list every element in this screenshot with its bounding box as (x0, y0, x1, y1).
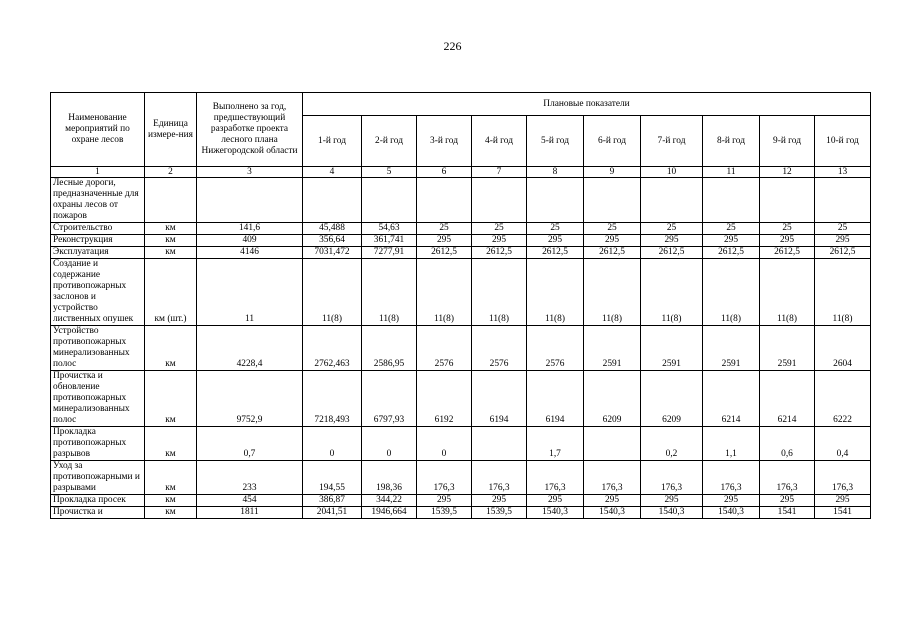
row-year-value: 198,36 (362, 461, 417, 495)
row-year-value: 1539,5 (472, 507, 527, 519)
row-year-value: 295 (703, 235, 760, 247)
table-row (51, 495, 871, 507)
row-year-value: 6209 (584, 371, 641, 427)
column-number: 6 (417, 167, 472, 178)
header-year-6: 6-й год (584, 116, 641, 167)
row-year-value: 2591 (641, 326, 703, 371)
column-number-row (51, 167, 871, 178)
row-unit: км (145, 427, 197, 461)
row-year-value: 295 (641, 235, 703, 247)
row-done-value: 233 (197, 461, 303, 495)
row-unit: км (шт.) (145, 259, 197, 326)
row-unit: км (145, 247, 197, 259)
row-year-value: 1540,3 (641, 507, 703, 519)
row-year-value: 295 (760, 235, 815, 247)
row-year-value: 176,3 (703, 461, 760, 495)
row-year-value: 6797,93 (362, 371, 417, 427)
row-year-value: 1540,3 (584, 507, 641, 519)
table-row (51, 178, 871, 223)
row-year-value: 2612,5 (703, 247, 760, 259)
header-year-3: 3-й год (417, 116, 472, 167)
row-year-value: 2604 (815, 326, 871, 371)
row-year-value: 1540,3 (703, 507, 760, 519)
header-plan: Плановые показатели (303, 93, 871, 116)
row-done-value: 454 (197, 495, 303, 507)
row-year-value: 11(8) (703, 259, 760, 326)
table-row (51, 223, 871, 235)
row-name: Уход за противопожарными и разрывами (51, 461, 145, 495)
row-year-value: 295 (815, 495, 871, 507)
row-year-value: 2612,5 (760, 247, 815, 259)
column-number: 4 (303, 167, 362, 178)
row-year-value: 6194 (527, 371, 584, 427)
row-year-value: 361,741 (362, 235, 417, 247)
row-year-value: 295 (417, 495, 472, 507)
row-year-value: 6214 (760, 371, 815, 427)
header-done: Выполнено за год, предшествующий разработке проекта лесного плана Нижегородской области (197, 93, 303, 167)
row-name: Прочистка и обновление противопожарных минерализованных полос (51, 371, 145, 427)
row-year-value: 344,22 (362, 495, 417, 507)
row-year-value: 176,3 (527, 461, 584, 495)
row-year-value: 2591 (703, 326, 760, 371)
row-year-value: 0 (417, 427, 472, 461)
column-number: 3 (197, 167, 303, 178)
header-year-4: 4-й год (472, 116, 527, 167)
row-year-value: 0 (303, 427, 362, 461)
row-year-value: 0 (362, 427, 417, 461)
row-year-value: 1540,3 (527, 507, 584, 519)
row-year-value: 25 (703, 223, 760, 235)
row-year-value: 356,64 (303, 235, 362, 247)
row-year-value: 45,488 (303, 223, 362, 235)
row-year-value: 1541 (815, 507, 871, 519)
row-year-value (472, 178, 527, 223)
row-year-value (760, 178, 815, 223)
row-year-value: 2576 (527, 326, 584, 371)
header-year-9: 9-й год (760, 116, 815, 167)
row-year-value: 2576 (472, 326, 527, 371)
row-unit: км (145, 326, 197, 371)
row-unit: км (145, 371, 197, 427)
row-year-value: 7031,472 (303, 247, 362, 259)
row-year-value: 0,2 (641, 427, 703, 461)
page-number: 226 (443, 39, 462, 53)
row-year-value: 2612,5 (815, 247, 871, 259)
header-unit: Единица измере-ния (145, 93, 197, 167)
row-name: Строительство (51, 223, 145, 235)
row-year-value (703, 178, 760, 223)
row-year-value: 2041,51 (303, 507, 362, 519)
row-year-value: 295 (527, 235, 584, 247)
row-year-value (362, 178, 417, 223)
row-year-value (641, 178, 703, 223)
row-name: Прокладка противопожарных разрывов (51, 427, 145, 461)
row-year-value: 2612,5 (584, 247, 641, 259)
header-year-10: 10-й год (815, 116, 871, 167)
column-number: 12 (760, 167, 815, 178)
row-year-value: 2591 (584, 326, 641, 371)
row-name: Эксплуатация (51, 247, 145, 259)
row-year-value: 176,3 (472, 461, 527, 495)
row-year-value: 25 (527, 223, 584, 235)
row-year-value: 25 (472, 223, 527, 235)
row-year-value: 295 (417, 235, 472, 247)
row-name: Создание и содержание противопожарных заслонов и устройство лиственных опушек (51, 259, 145, 326)
row-year-value: 7277,91 (362, 247, 417, 259)
row-year-value: 295 (472, 495, 527, 507)
header-row-1 (51, 93, 871, 116)
row-year-value (815, 178, 871, 223)
row-year-value: 0,4 (815, 427, 871, 461)
row-year-value: 25 (760, 223, 815, 235)
row-year-value: 6194 (472, 371, 527, 427)
header-name: Наименование мероприятий по охране лесов (51, 93, 145, 167)
row-year-value: 1,7 (527, 427, 584, 461)
row-year-value: 11(8) (760, 259, 815, 326)
row-year-value: 295 (815, 235, 871, 247)
row-unit (145, 178, 197, 223)
row-year-value (584, 427, 641, 461)
row-year-value: 25 (417, 223, 472, 235)
row-done-value (197, 178, 303, 223)
header-year-8: 8-й год (703, 116, 760, 167)
row-year-value: 25 (815, 223, 871, 235)
row-year-value: 176,3 (760, 461, 815, 495)
row-done-value: 1811 (197, 507, 303, 519)
row-name: Лесные дороги, предназначенные для охраны лесов от пожаров (51, 178, 145, 223)
row-year-value: 2612,5 (417, 247, 472, 259)
row-year-value: 25 (584, 223, 641, 235)
row-year-value: 2612,5 (641, 247, 703, 259)
row-year-value: 11(8) (362, 259, 417, 326)
row-name: Прочистка и (51, 507, 145, 519)
row-year-value: 54,63 (362, 223, 417, 235)
column-number: 13 (815, 167, 871, 178)
row-done-value: 4228,4 (197, 326, 303, 371)
column-number: 2 (145, 167, 197, 178)
row-year-value: 6214 (703, 371, 760, 427)
column-number: 5 (362, 167, 417, 178)
row-year-value: 11(8) (303, 259, 362, 326)
row-year-value: 2612,5 (527, 247, 584, 259)
row-year-value: 25 (641, 223, 703, 235)
header-year-2: 2-й год (362, 116, 417, 167)
table-row (51, 326, 871, 371)
row-year-value: 295 (641, 495, 703, 507)
header-year-7: 7-й год (641, 116, 703, 167)
table-row (51, 247, 871, 259)
row-unit: км (145, 495, 197, 507)
row-year-value: 11(8) (472, 259, 527, 326)
row-done-value: 141,6 (197, 223, 303, 235)
table-row (51, 461, 871, 495)
row-name: Прокладка просек (51, 495, 145, 507)
row-unit: км (145, 507, 197, 519)
header-year-1: 1-й год (303, 116, 362, 167)
row-year-value: 295 (703, 495, 760, 507)
row-name: Устройство противопожарных минерализованных полос (51, 326, 145, 371)
fire-protection-table (50, 92, 871, 519)
table-row (51, 507, 871, 519)
row-year-value: 2586,95 (362, 326, 417, 371)
row-year-value: 295 (527, 495, 584, 507)
header-year-5: 5-й год (527, 116, 584, 167)
row-unit: км (145, 223, 197, 235)
table-row (51, 427, 871, 461)
row-year-value: 11(8) (584, 259, 641, 326)
table-row (51, 371, 871, 427)
row-year-value: 295 (584, 235, 641, 247)
row-year-value: 0,6 (760, 427, 815, 461)
row-year-value: 386,87 (303, 495, 362, 507)
row-year-value: 11(8) (815, 259, 871, 326)
row-done-value: 4146 (197, 247, 303, 259)
row-year-value: 1946,664 (362, 507, 417, 519)
column-number: 11 (703, 167, 760, 178)
row-year-value (303, 178, 362, 223)
row-year-value: 295 (472, 235, 527, 247)
row-year-value: 11(8) (527, 259, 584, 326)
column-number: 10 (641, 167, 703, 178)
row-year-value: 6192 (417, 371, 472, 427)
column-number: 9 (584, 167, 641, 178)
row-year-value: 6222 (815, 371, 871, 427)
column-number: 8 (527, 167, 584, 178)
row-year-value: 295 (584, 495, 641, 507)
row-year-value (527, 178, 584, 223)
row-year-value (584, 178, 641, 223)
row-year-value: 11(8) (641, 259, 703, 326)
row-year-value: 1541 (760, 507, 815, 519)
row-year-value: 2591 (760, 326, 815, 371)
row-year-value: 11(8) (417, 259, 472, 326)
row-done-value: 11 (197, 259, 303, 326)
row-year-value: 7218,493 (303, 371, 362, 427)
row-year-value: 176,3 (641, 461, 703, 495)
row-name: Реконструкция (51, 235, 145, 247)
row-year-value: 1539,5 (417, 507, 472, 519)
row-year-value (417, 178, 472, 223)
row-year-value: 176,3 (815, 461, 871, 495)
row-year-value: 2612,5 (472, 247, 527, 259)
row-year-value: 176,3 (584, 461, 641, 495)
row-year-value: 194,55 (303, 461, 362, 495)
row-done-value: 409 (197, 235, 303, 247)
row-unit: км (145, 235, 197, 247)
table-row (51, 259, 871, 326)
column-number: 7 (472, 167, 527, 178)
row-unit: км (145, 461, 197, 495)
row-year-value (472, 427, 527, 461)
row-year-value: 295 (760, 495, 815, 507)
row-year-value: 176,3 (417, 461, 472, 495)
column-number: 1 (51, 167, 145, 178)
row-year-value: 1,1 (703, 427, 760, 461)
table-row (51, 235, 871, 247)
row-done-value: 0,7 (197, 427, 303, 461)
row-year-value: 2762,463 (303, 326, 362, 371)
table-body (51, 167, 871, 519)
row-done-value: 9752,9 (197, 371, 303, 427)
row-year-value: 2576 (417, 326, 472, 371)
row-year-value: 6209 (641, 371, 703, 427)
